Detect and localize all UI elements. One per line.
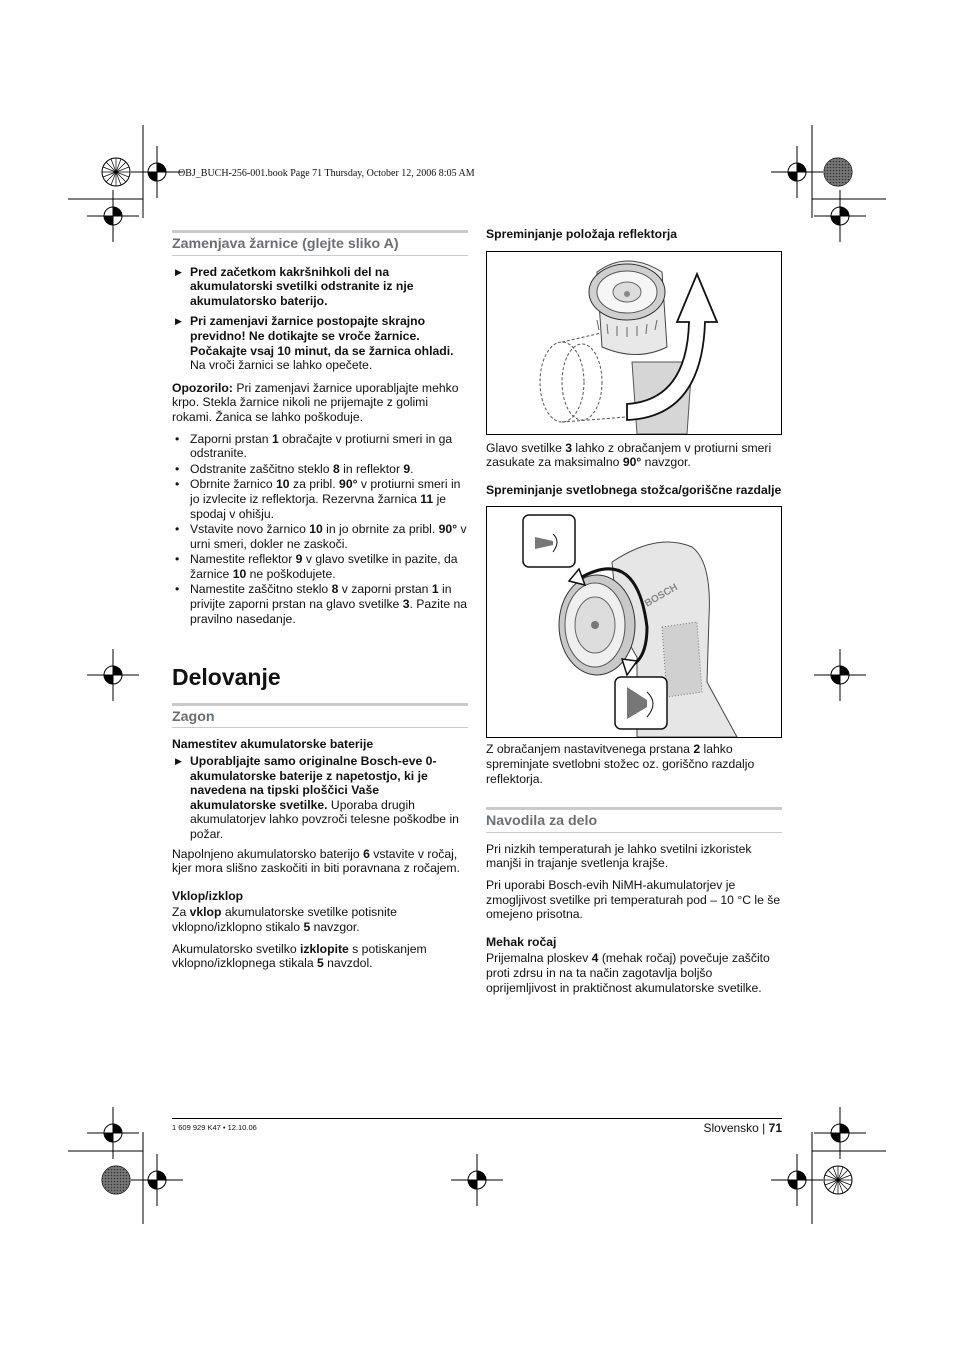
- arrow-bullet-icon: ▶: [175, 266, 182, 277]
- section-title-start: Zagon: [172, 703, 468, 729]
- caution-paragraph: [172, 381, 468, 425]
- warning-text: Pri zamenjavi žarnice postopajte skrajno previdno! Ne dotikajte se vroče žarnice. Počakajte vsaj 10 minut, da se žarnica ohladi.: [190, 314, 454, 358]
- list-item: • Namestite zaščitno steklo 8 v zaporni prstan 1 in privijte zaporni prstan na glavo svetilke 3. Pazite na pravilno nasedanje.: [175, 582, 468, 626]
- warning-original-battery: [172, 754, 468, 842]
- lamp-head-rotation-illustration: [487, 252, 781, 434]
- focus-ring-illustration: [487, 507, 781, 737]
- tip-paragraph-1: Pri nizkih temperaturah je lahko svetilni izkoristek manjši in trajanje svetlenja krajše.: [486, 841, 752, 871]
- warning-hot-bulb: [172, 314, 468, 372]
- battery-paragraph: Napolnjeno akumulatorsko baterijo 6 vstavite v ročaj, kjer mora slišno zaskočiti in biti poravnana z ročajem.: [172, 846, 460, 876]
- tip-paragraph-2: Pri uporabi Bosch-evih NiMH-akumulatorjev je zmogljivost svetilke pri temperaturah pod – 10 °C le še omejeno prisotna.: [486, 877, 781, 922]
- list-item: • Vstavite novo žarnico 10 in jo obrnite za pribl. 90° v urni smeri, dokler ne zaskoči.: [175, 522, 467, 551]
- list-item: • Obrnite žarnico 10 za pribl. 90° v protiurni smeri in jo izvlecite iz reflektorja. Rezervna žarnica 11 je spodaj v ohišju.: [175, 477, 461, 521]
- arrow-bullet-icon: ▶: [175, 756, 182, 767]
- list-item: • Namestite reflektor 9 v glavo svetilke in pazite, da žarnice 10 ne poškodujete.: [175, 552, 458, 581]
- list-item: • Odstranite zaščitno steklo 8 in reflektor 9.: [175, 461, 414, 476]
- arrow-bullet-icon: ▶: [175, 316, 182, 327]
- subheading-battery: Namestitev akumulatorske baterije: [172, 737, 374, 752]
- footer-page-label: Slovensko | 71: [703, 1121, 782, 1135]
- warning-text: Pred začetkom kakršnihkoli del na akumulatorski svetilki odstranite iz nje akumulatorsko baterijo.: [190, 264, 414, 308]
- footer-code: 1 609 929 K47 • 12.10.06: [172, 1123, 257, 1132]
- figure-reflector-rotation: [486, 251, 782, 435]
- section-title-work-tips: Navodila za delo: [486, 807, 782, 833]
- section-title-bulb: Zamenjava žarnice (glejte sliko A): [172, 230, 468, 256]
- left-column: [172, 230, 468, 978]
- subheading-light-cone: Spreminjanje svetlobnega stožca/goriščne razdalje: [486, 482, 782, 497]
- grip-paragraph: Prijemalna ploskev 4 (mehak ročaj) povečuje zaščito proti zdrsu in na ta način zagotavlja boljšo oprijemljivost in praktičnost akumulatorske svetilke.: [486, 951, 770, 995]
- warning-text: Uporabljajte samo originalne Bosch-eve 0-akumulatorske baterije z napetostjo, ki je navedena na tipski ploščici Vaše akumulatorske svetilke.: [190, 754, 437, 812]
- subheading-soft-grip: Mehak ročaj: [486, 934, 557, 949]
- warning-remove-battery: [172, 265, 468, 309]
- chapter-title: Delovanje: [172, 664, 281, 691]
- bosch-brand-label: BOSCH: [643, 582, 680, 610]
- figure-focus-ring: [486, 506, 782, 738]
- right-column: [486, 227, 782, 1002]
- footer-rule: [172, 1118, 782, 1119]
- caption-focus: Z obračanjem nastavitvenega prstana 2 lahko spreminjate svetlobni stožec oz. goriščno razdaljo reflektorja.: [486, 742, 755, 786]
- caution-text: Pri zamenjavi žarnice uporabljajte mehko krpo. Stekla žarnice nikoli ne prijemajte z golimi rokami. Žanica se lahko poškoduje.: [172, 380, 459, 424]
- switch-off-paragraph: Akumulatorsko svetilko izklopite s potiskanjem vklopno/izklopnega stikala 5 navzdol.: [172, 941, 427, 971]
- page-number: 71: [768, 1121, 782, 1135]
- caution-label: Opozorilo:: [172, 380, 233, 395]
- caption-reflector: Glavo svetilke 3 lahko z obračanjem v protiurni smeri zasukate za maksimalno 90° navzgor.: [486, 440, 772, 470]
- switch-on-paragraph: Za vklop akumulatorske svetilke potisnite vklopno/izklopno stikalo 5 navzgor.: [172, 905, 397, 934]
- subheading-reflector: Spreminjanje položaja reflektorja: [486, 227, 677, 241]
- warning-rest: Na vroči žarnici se lahko opečete.: [190, 358, 373, 373]
- bulb-steps-list: [172, 432, 468, 627]
- footer-language: Slovensko: [703, 1121, 759, 1135]
- list-item: • Zaporni prstan 1 obračajte v protiurni smeri in ga odstranite.: [175, 431, 453, 461]
- warning-rest: Uporaba drugih akumulatorjev lahko povzroči telesne poškodbe in požar.: [190, 797, 459, 841]
- file-header: OBJ_BUCH-256-001.book Page 71 Thursday, October 12, 2006 8:05 AM: [178, 168, 475, 179]
- subheading-switch: Vklop/izklop: [172, 888, 244, 903]
